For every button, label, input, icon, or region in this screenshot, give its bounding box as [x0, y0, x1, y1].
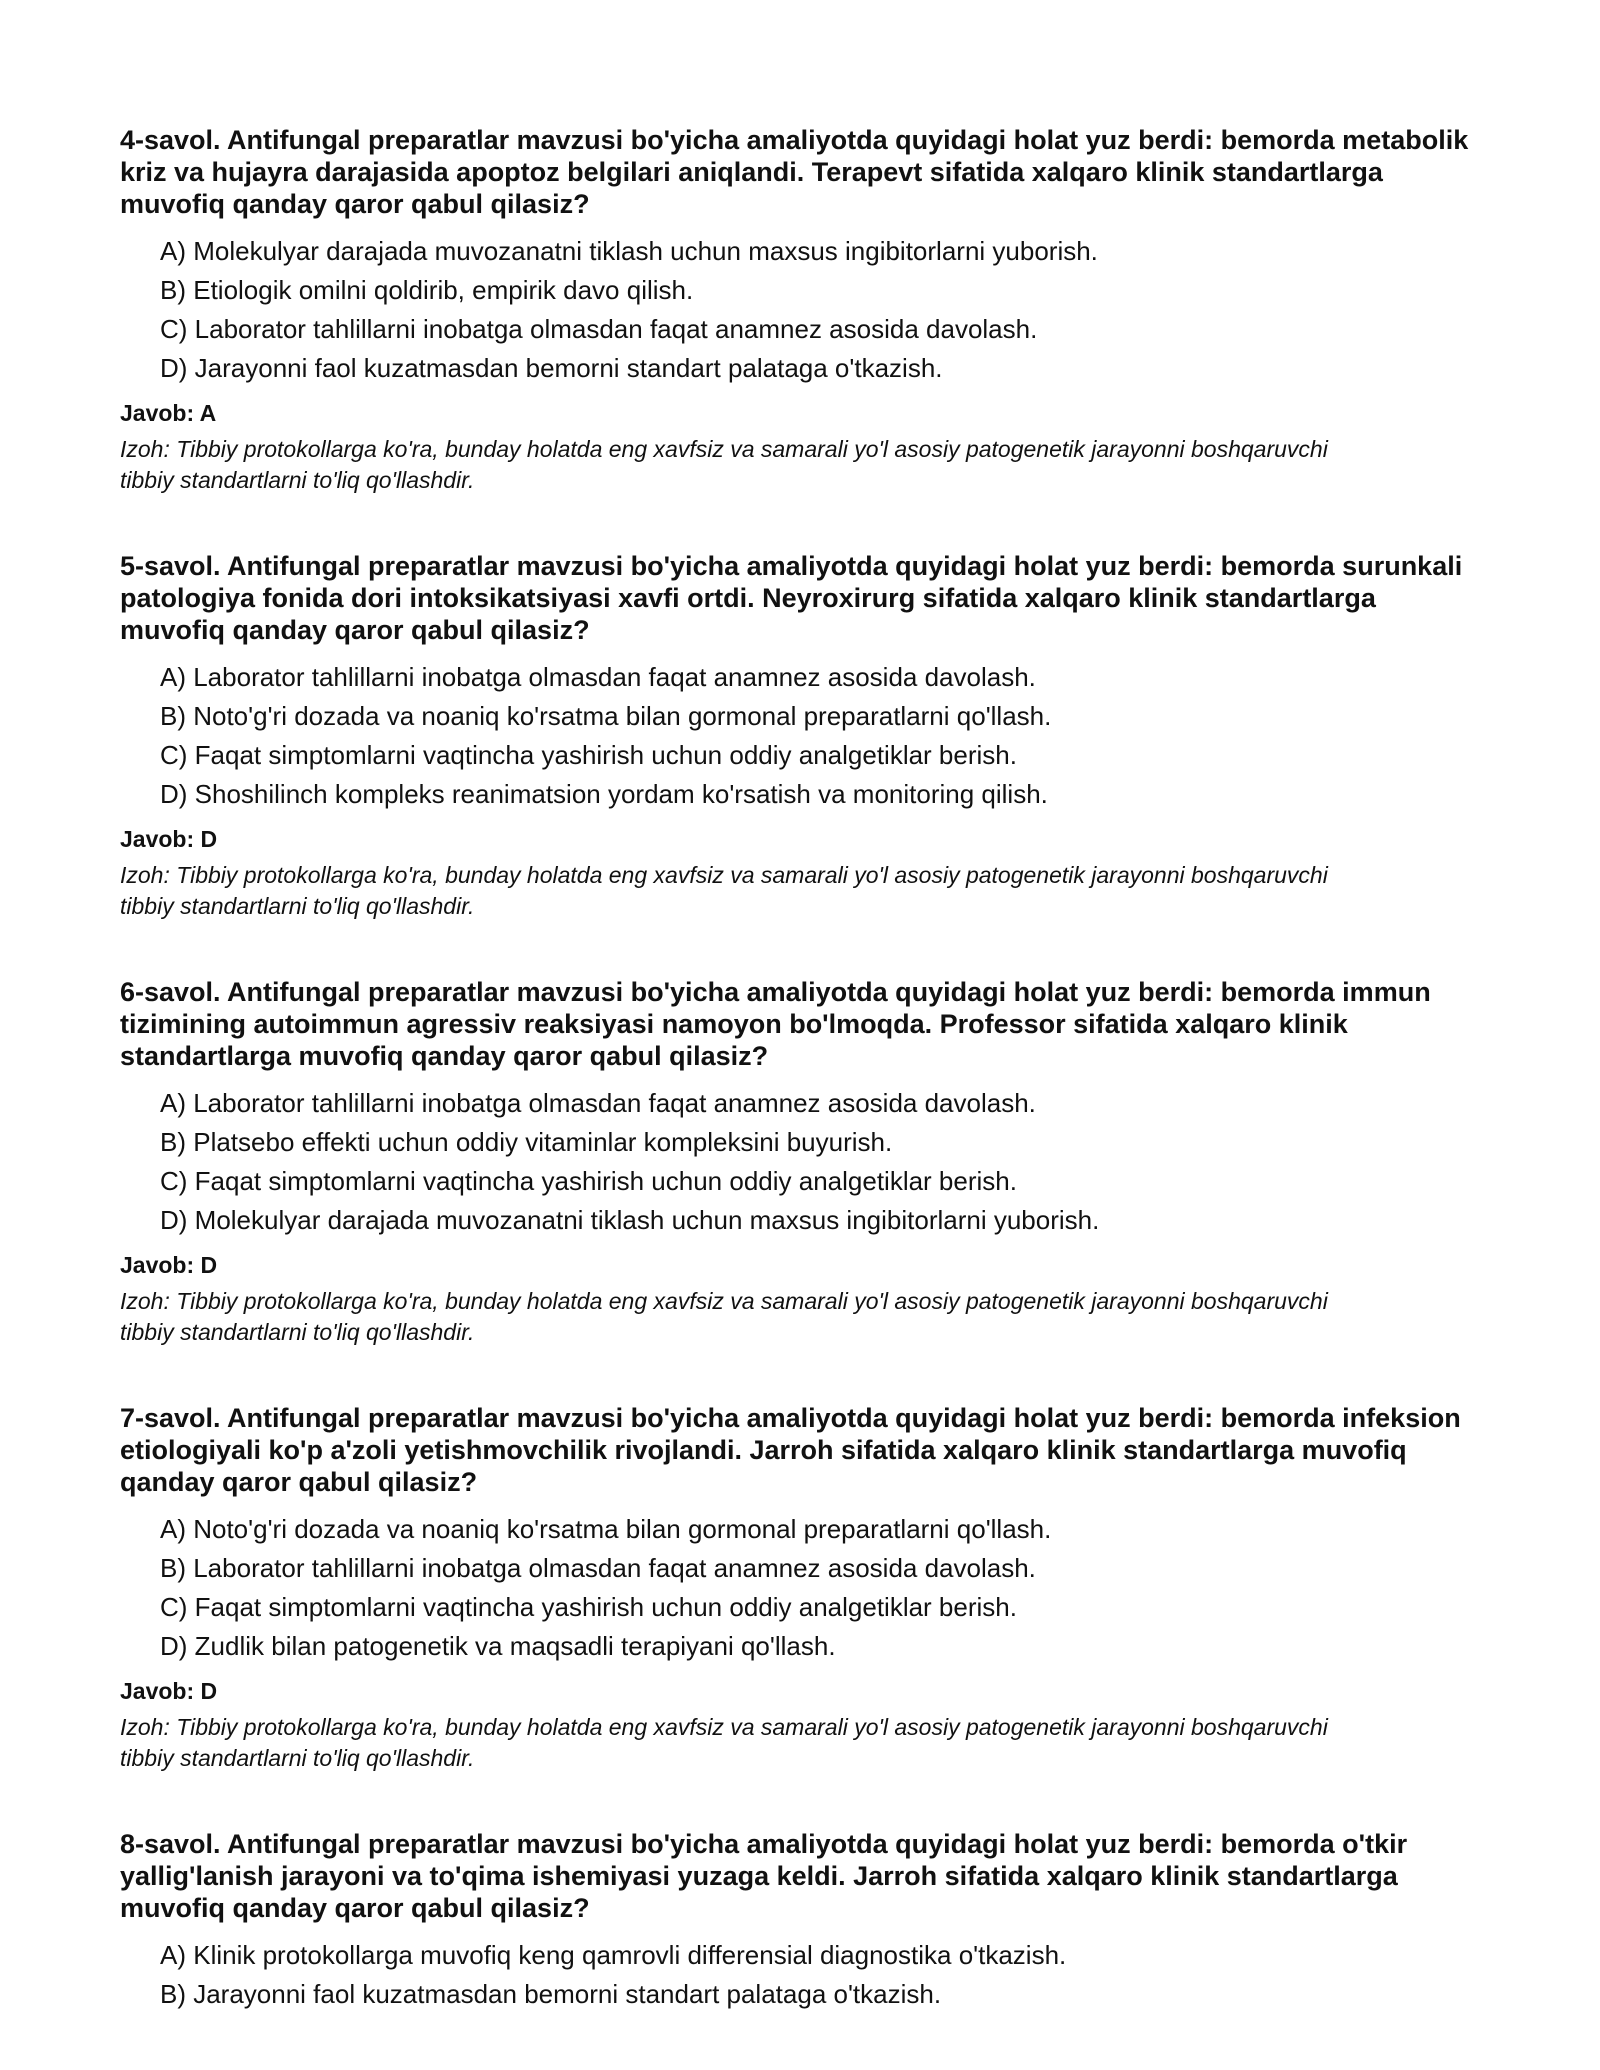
option-d: D) Molekulyar darajada muvozanatni tiklash uchun maxsus ingibitorlarni yuborish. [160, 1205, 1100, 1235]
answer-key: Javob: D [120, 826, 218, 852]
option-a: A) Laborator tahlillarni inobatga olmasdan faqat anamnez asosida davolash. [160, 662, 1036, 692]
question-4 [120, 124, 1480, 496]
option-d: D) Zudlik bilan patogenetik va maqsadli terapiyani qo'llash. [160, 1631, 836, 1661]
option-d: D) Shoshilinch kompleks reanimatsion yordam ko'rsatish va monitoring qilish. [160, 779, 1048, 809]
document-page [120, 124, 1480, 2068]
explanation-note: Izoh: Tibbiy protokollarga ko'ra, bunday holatda eng xavfsiz va samarali yo'l asosiy patogenetik jarayonni boshqaruvchi tibbiy standartlarni to'liq qo'llashdir. [120, 1288, 1328, 1345]
question-8 [120, 1828, 1480, 2014]
question-title: 6-savol. Antifungal preparatlar mavzusi bo'yicha amaliyotda quyidagi holat yuz berdi: bemorda immun tizimining autoimmun agressiv reaksiyasi namoyon bo'lmoqda. Professor sifatida xalqaro klinik standartlarga muvofiq qanday qaror qabul qilasiz? [120, 977, 1431, 1071]
option-c: C) Faqat simptomlarni vaqtincha yashirish uchun oddiy analgetiklar berish. [160, 1592, 1017, 1622]
explanation-note: Izoh: Tibbiy protokollarga ko'ra, bunday holatda eng xavfsiz va samarali yo'l asosiy patogenetik jarayonni boshqaruvchi tibbiy standartlarni to'liq qo'llashdir. [120, 436, 1328, 493]
answer-options [120, 658, 1480, 814]
option-c: C) Laborator tahlillarni inobatga olmasdan faqat anamnez asosida davolash. [160, 314, 1038, 344]
answer-options [120, 232, 1480, 388]
question-7 [120, 1402, 1480, 1774]
answer-key: Javob: A [120, 400, 217, 426]
answer-key: Javob: D [120, 1252, 218, 1278]
question-title: 8-savol. Antifungal preparatlar mavzusi bo'yicha amaliyotda quyidagi holat yuz berdi: bemorda o'tkir yallig'lanish jarayoni va to'qima ishemiyasi yuzaga keldi. Jarroh sifatida xalqaro klinik standartlarga muvofiq qanday qaror qabul qilasiz? [120, 1829, 1408, 1923]
explanation-note: Izoh: Tibbiy protokollarga ko'ra, bunday holatda eng xavfsiz va samarali yo'l asosiy patogenetik jarayonni boshqaruvchi tibbiy standartlarni to'liq qo'llashdir. [120, 1714, 1328, 1771]
question-title: 7-savol. Antifungal preparatlar mavzusi bo'yicha amaliyotda quyidagi holat yuz berdi: bemorda infeksion etiologiyali ko'p a'zoli yetishmovchilik rivojlandi. Jarroh sifatida xalqaro klinik standartlarga muvofiq qanday qaror qabul qilasiz? [120, 1403, 1461, 1497]
answer-key: Javob: D [120, 1678, 218, 1704]
option-c: C) Faqat simptomlarni vaqtincha yashirish uchun oddiy analgetiklar berish. [160, 1166, 1017, 1196]
option-b: B) Etiologik omilni qoldirib, empirik davo qilish. [160, 275, 694, 305]
option-b: B) Noto'g'ri dozada va noaniq ko'rsatma bilan gormonal preparatlarni qo'llash. [160, 701, 1052, 731]
question-title: 4-savol. Antifungal preparatlar mavzusi bo'yicha amaliyotda quyidagi holat yuz berdi: bemorda metabolik kriz va hujayra darajasida apoptoz belgilari aniqlandi. Terapevt sifatida xalqaro klinik standartlarga muvofiq qanday qaror qabul qilasiz? [120, 125, 1469, 219]
option-b: B) Jarayonni faol kuzatmasdan bemorni standart palataga o'tkazish. [160, 1979, 942, 2009]
question-6 [120, 976, 1480, 1348]
option-a: A) Molekulyar darajada muvozanatni tiklash uchun maxsus ingibitorlarni yuborish. [160, 236, 1098, 266]
option-c: C) Faqat simptomlarni vaqtincha yashirish uchun oddiy analgetiklar berish. [160, 740, 1017, 770]
explanation-note: Izoh: Tibbiy protokollarga ko'ra, bunday holatda eng xavfsiz va samarali yo'l asosiy patogenetik jarayonni boshqaruvchi tibbiy standartlarni to'liq qo'llashdir. [120, 862, 1328, 919]
option-a: A) Noto'g'ri dozada va noaniq ko'rsatma bilan gormonal preparatlarni qo'llash. [160, 1514, 1052, 1544]
option-b: B) Platsebo effekti uchun oddiy vitaminlar kompleksini buyurish. [160, 1127, 893, 1157]
option-d: D) Jarayonni faol kuzatmasdan bemorni standart palataga o'tkazish. [160, 353, 943, 383]
answer-options [120, 1936, 1480, 2014]
question-title: 5-savol. Antifungal preparatlar mavzusi bo'yicha amaliyotda quyidagi holat yuz berdi: bemorda surunkali patologiya fonida dori intoksikatsiyasi xavfi ortdi. Neyroxirurg sifatida xalqaro klinik standartlarga muvofiq qanday qaror qabul qilasiz? [120, 551, 1463, 645]
option-a: A) Klinik protokollarga muvofiq keng qamrovli differensial diagnostika o'tkazish. [160, 1940, 1067, 1970]
option-b: B) Laborator tahlillarni inobatga olmasdan faqat anamnez asosida davolash. [160, 1553, 1036, 1583]
option-a: A) Laborator tahlillarni inobatga olmasdan faqat anamnez asosida davolash. [160, 1088, 1036, 1118]
answer-options [120, 1510, 1480, 1666]
answer-options [120, 1084, 1480, 1240]
question-5 [120, 550, 1480, 922]
